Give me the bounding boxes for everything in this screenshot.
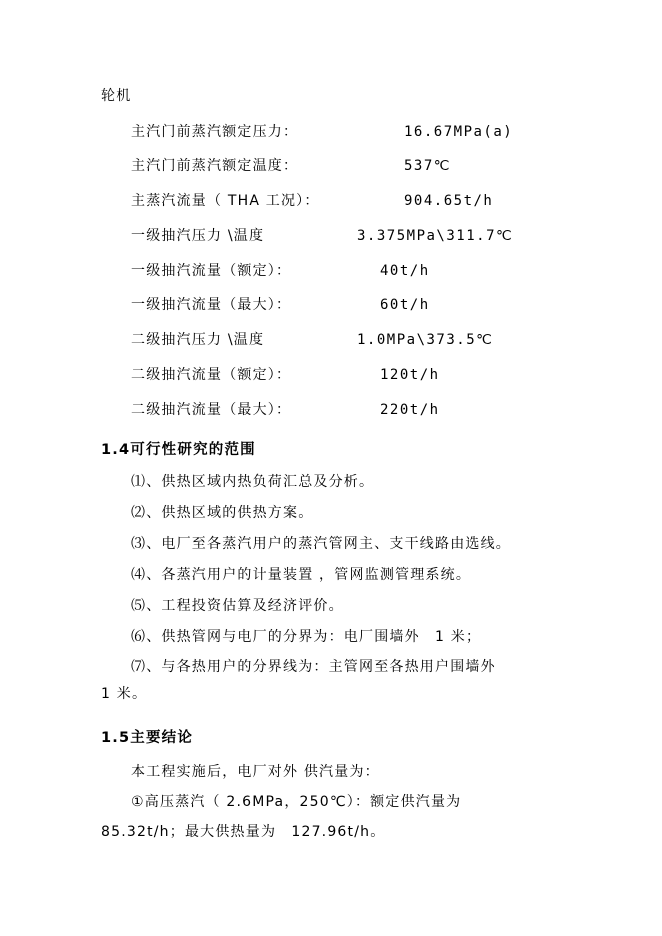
list-item: ⑴、供热区域内热负荷汇总及分析。 xyxy=(131,474,375,490)
param-value: 40t/h xyxy=(380,263,430,279)
section-intro: 轮机 xyxy=(101,88,132,104)
list-item-continuation: 1 米。 xyxy=(101,686,148,702)
param-value: 904.65t/h xyxy=(404,193,494,209)
param-value: 60t/h xyxy=(380,297,430,313)
param-value: 1.0MPa\373.5℃ xyxy=(357,332,494,348)
paragraph: 85.32t/h；最大供热量为 127.96t/h。 xyxy=(101,824,386,840)
param-value: 537℃ xyxy=(404,158,452,174)
param-label: 一级抽汽流量（额定）： xyxy=(131,263,292,279)
param-label: 一级抽汽压力 \温度 xyxy=(131,228,265,244)
param-value: 3.375MPa\311.7℃ xyxy=(357,228,514,244)
section-heading: 1.4可行性研究的范围 xyxy=(101,442,256,458)
param-label: 主蒸汽流量（ THA 工况）： xyxy=(131,193,320,209)
list-item: ⑺、与各热用户的分界线为：主管网至各热用户围墙外 xyxy=(131,659,496,675)
param-label: 二级抽汽压力 \温度 xyxy=(131,332,265,348)
param-label: 二级抽汽流量（额定）： xyxy=(131,367,292,383)
param-label: 主汽门前蒸汽额定压力： xyxy=(131,124,299,140)
list-item: ⑵、供热区域的供热方案。 xyxy=(131,505,314,521)
section-heading: 1.5主要结论 xyxy=(101,730,194,746)
param-label: 主汽门前蒸汽额定温度： xyxy=(131,158,299,174)
param-label: 二级抽汽流量（最大）： xyxy=(131,402,292,418)
paragraph: ①高压蒸汽（ 2.6MPa，250℃）：额定供汽量为 xyxy=(131,794,462,810)
param-value: 120t/h xyxy=(380,367,440,383)
list-item: ⑶、电厂至各蒸汽用户的蒸汽管网主、支干线路由选线。 xyxy=(131,536,511,552)
param-value: 220t/h xyxy=(380,402,440,418)
list-item: ⑸、工程投资估算及经济评价。 xyxy=(131,598,344,614)
param-value: 16.67MPa(a) xyxy=(404,124,514,140)
param-label: 一级抽汽流量（最大）： xyxy=(131,297,292,313)
list-item: ⑷、各蒸汽用户的计量装置 ，管网监测管理系统。 xyxy=(131,567,472,583)
paragraph: 本工程实施后，电厂对外 供汽量为： xyxy=(131,764,380,780)
list-item: ⑹、供热管网与电厂的分界为：电厂围墙外 1 米； xyxy=(131,629,482,645)
